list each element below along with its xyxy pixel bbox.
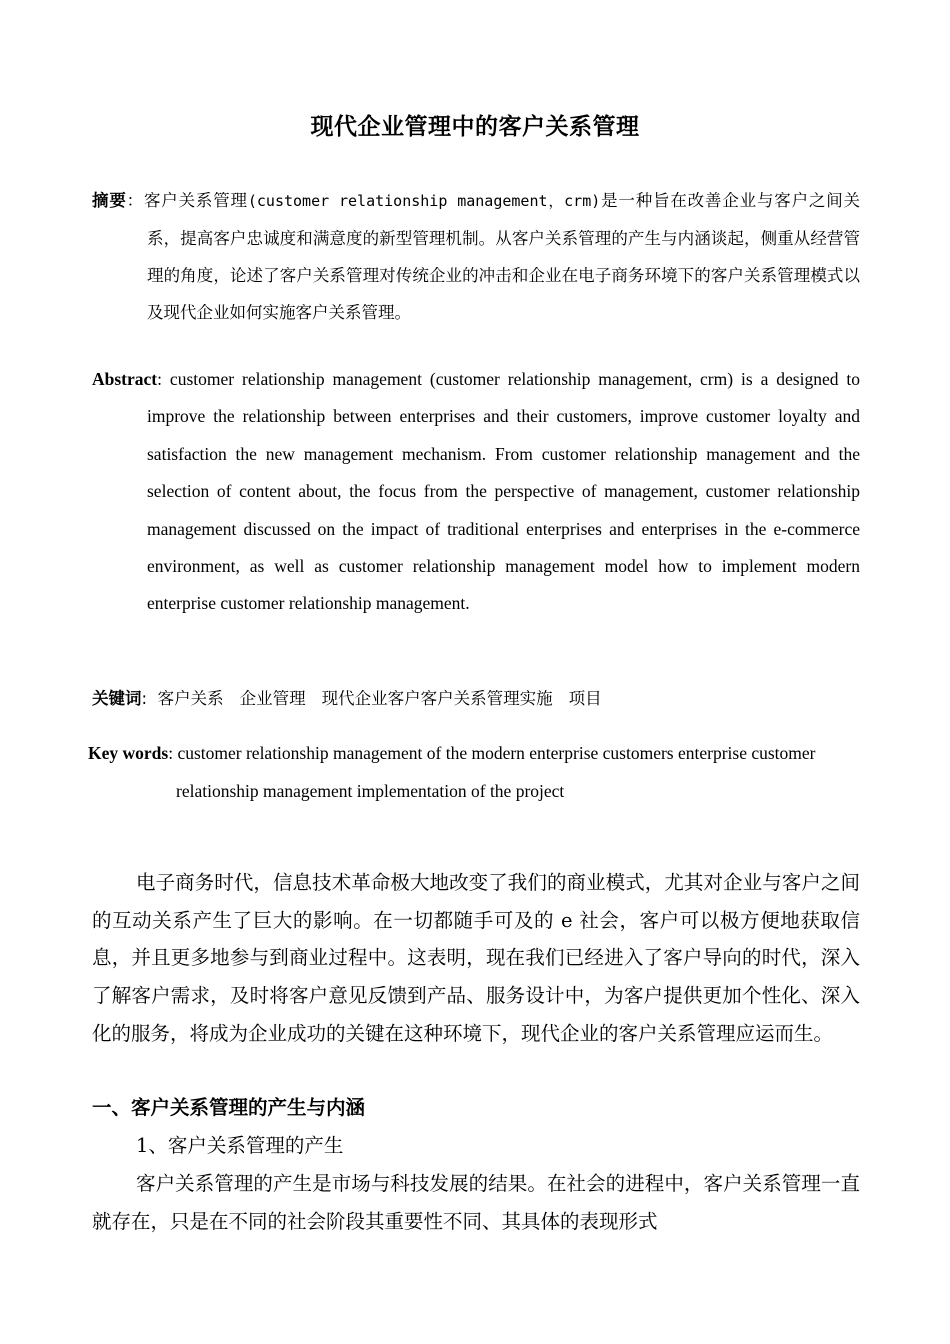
english-keywords-text: customer relationship management of the modern enterprise customers enterprise customer relationship management implementation of the project [176,743,816,801]
english-keywords-separator: : [168,743,178,763]
chinese-abstract-text-c: 是一种旨在改善企业与客户之间关系，提高客户忠诚度和满意度的新型管理机制。从客户关系管理的产生与内涵谈起，侧重从经营管理的角度，论述了客户关系管理对传统企业的冲击和企业在电子商务环境下的客户关系管理模式以及现代企业如何实施客户关系管理。 [147,191,861,322]
page-title: 现代企业管理中的客户关系管理 [310,114,640,140]
chinese-abstract-label: 摘要 [92,191,127,210]
chinese-abstract-text-b: (customer relationship management，crm) [247,192,601,210]
keyword-item: 客户关系 [157,689,224,708]
english-abstract-label: Abstract [92,369,158,389]
subsection-heading: 1、客户关系管理的产生 [136,1134,344,1157]
english-abstract-separator: : [157,369,170,389]
chinese-abstract-separator: ： [126,191,144,210]
chinese-keywords [92,684,860,714]
chinese-keywords-separator: : [141,689,158,708]
chinese-keywords-label: 关键词 [92,689,142,708]
body-paragraph: 电子商务时代，信息技术革命极大地改变了我们的商业模式，尤其对企业与客户之间的互动关系产生了巨大的影响。在一切都随手可及的 e 社会，客户可以极方便地获取信息，并且更多地参与到商业过程中。这表明，现在我们已经进入了客户导向的时代，深入了解客户需求，及时将客户意见反馈到产品、服务设计中，为客户提供更加个性化、深入化的服务，将成为企业成功的关键在这种环境下，现代企业的客户关系管理应运而生。 [92,871,860,1045]
chinese-abstract [92,182,860,331]
english-keywords [88,735,858,810]
keyword-item: 项目 [568,689,602,708]
keyword-item: 企业管理 [239,689,306,708]
section-heading: 一、客户关系管理的产生与内涵 [92,1096,366,1119]
english-keywords-label: Key words [88,743,169,763]
chinese-abstract-text-a: 客户关系管理 [143,191,248,210]
body-paragraph: 客户关系管理的产生是市场与科技发展的结果。在社会的进程中，客户关系管理一直就存在，只是在不同的社会阶段其重要性不同、其具体的表现形式 [92,1172,860,1233]
keyword-item: 现代企业客户客户关系管理实施 [321,689,553,708]
english-abstract [92,361,860,623]
english-abstract-text: customer relationship management (customer relationship management, crm) is a designed to improve the relationship between enterprises and their customers, improve customer loyalty and satisfaction the new management mechanism. From customer relationship management and the selection of content about, the focus from the perspective of management, customer relationship management discussed on the impact of traditional enterprises and enterprises in the e-commerce environment, as well as customer relationship management model how to implement modern enterprise customer relationship management. [147,369,860,614]
